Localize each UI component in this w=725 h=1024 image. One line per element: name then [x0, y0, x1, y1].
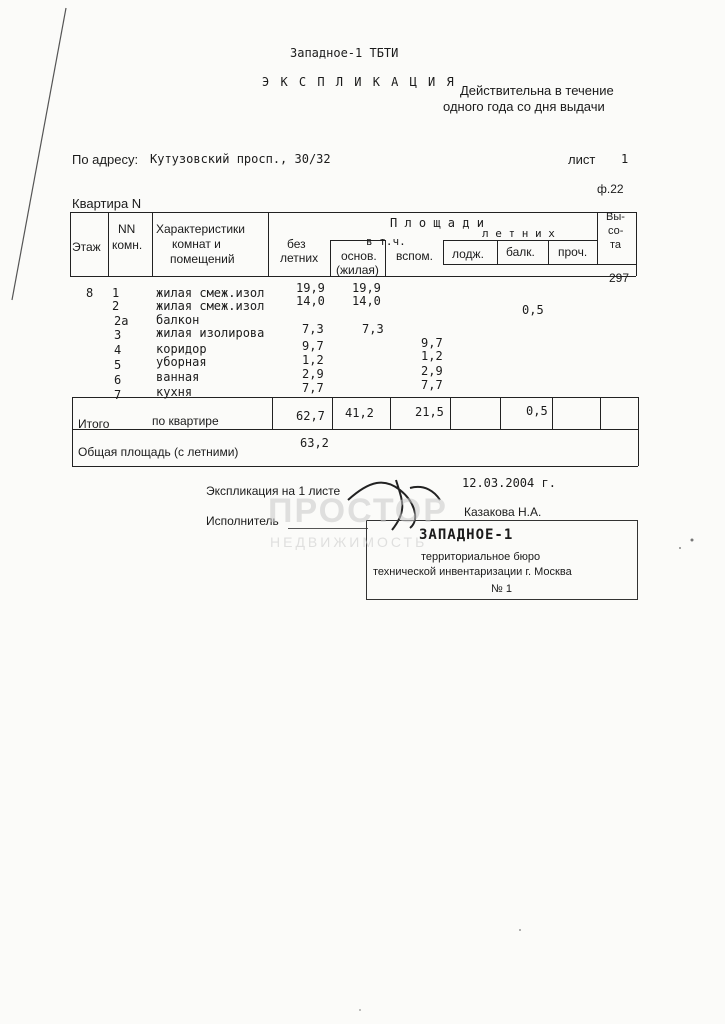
- area-balcony: 0,5: [522, 303, 544, 317]
- header-main: основ.: [341, 249, 377, 263]
- header-areas: П л о щ а д и: [390, 216, 484, 230]
- area-aux: 2,9: [421, 364, 443, 378]
- totals-main: 41,2: [345, 406, 374, 420]
- room-number: 2: [112, 299, 120, 313]
- header-balcony: балк.: [506, 245, 535, 259]
- watermark-brand: ПРОСТОР: [268, 492, 448, 530]
- area-total: 1,2: [302, 353, 324, 367]
- area-main: 14,0: [352, 294, 381, 308]
- room-number: 3: [114, 328, 122, 342]
- overall-label: Общая площадь (с летними): [78, 445, 239, 459]
- area-total: 7,3: [302, 322, 324, 336]
- header-without-2: летних: [280, 251, 319, 265]
- header-other: проч.: [558, 245, 588, 259]
- totals-total: 62,7: [296, 409, 325, 423]
- stamp-line-3: технической инвентаризации г. Москва: [373, 566, 572, 578]
- issue-date: 12.03.2004 г.: [462, 476, 556, 490]
- form-number: ф.22: [597, 182, 624, 196]
- header-nn: NN: [118, 222, 136, 236]
- executor-name: Казакова Н.А.: [464, 505, 542, 519]
- org-name: Западное-1 ТБТИ: [290, 46, 399, 60]
- area-aux: 1,2: [421, 349, 443, 363]
- room-number: 6: [114, 373, 122, 387]
- header-without-1: без: [287, 237, 306, 251]
- header-height-1: Вы-: [606, 211, 625, 223]
- address-value: Кутузовский просп., 30/32: [150, 152, 331, 166]
- totals-label-apartment: по квартире: [152, 414, 219, 428]
- stamp-number: № 1: [491, 583, 512, 595]
- room-number: 7: [114, 388, 122, 402]
- room-description: балкон: [156, 313, 200, 327]
- room-description: жилая смеж.изол: [156, 299, 265, 313]
- area-total: 2,9: [302, 367, 324, 381]
- header-main-living: (жилая): [336, 263, 379, 277]
- stamp-line-2: территориальное бюро: [421, 551, 541, 563]
- executor-label: Исполнитель: [206, 514, 279, 528]
- totals-balcony: 0,5: [526, 404, 548, 418]
- header-char-2: комнат и: [172, 237, 221, 251]
- room-number: 1: [112, 286, 120, 300]
- header-floor: Этаж: [72, 240, 101, 254]
- room-number: 2а: [114, 314, 129, 328]
- header-height-2: со-: [608, 225, 624, 237]
- stamp-title: ЗАПАДНОЕ-1: [419, 527, 514, 543]
- area-main: 7,3: [362, 322, 384, 336]
- validity-line-1: Действительна в течение: [460, 83, 614, 98]
- room-description: жилая смеж.изол: [156, 286, 265, 300]
- area-aux: 9,7: [421, 336, 443, 350]
- header-nn-rooms: комн.: [112, 238, 143, 252]
- area-main: 19,9: [352, 281, 381, 295]
- area-total: 7,7: [302, 381, 324, 395]
- apartment-label: Квартира N: [72, 196, 142, 211]
- area-aux: 7,7: [421, 378, 443, 392]
- room-description: жилая изолирова: [156, 326, 265, 340]
- sheet-number: 1: [621, 152, 629, 166]
- sheet-label: лист: [568, 152, 596, 167]
- totals-aux: 21,5: [415, 405, 444, 419]
- room-description: уборная: [156, 355, 207, 369]
- header-incl: в т.ч.: [366, 235, 406, 248]
- validity-line-2: одного года со дня выдачи: [443, 99, 605, 114]
- room-description: кухня: [156, 385, 193, 399]
- height-value: 297: [609, 271, 630, 285]
- area-total: 19,9: [296, 281, 325, 295]
- header-height-3: та: [610, 239, 622, 251]
- address-label: По адресу:: [72, 152, 139, 167]
- document-title: Э К С П Л И К А Ц И Я: [262, 75, 456, 89]
- watermark-subtitle: НЕДВИЖИМОСТЬ: [270, 534, 428, 550]
- floor-value: 8: [86, 286, 94, 300]
- header-loggia: лодж.: [452, 247, 484, 261]
- room-description: ванная: [156, 370, 200, 384]
- header-char-3: помещений: [170, 252, 235, 266]
- header-summer: л е т н и х: [482, 227, 555, 240]
- room-description: коридор: [156, 342, 207, 356]
- explication-line: Экспликация на 1 листе: [206, 484, 341, 498]
- overall-value: 63,2: [300, 436, 329, 450]
- room-number: 4: [114, 343, 122, 357]
- header-aux: вспом.: [396, 249, 433, 263]
- area-total: 9,7: [302, 339, 324, 353]
- totals-label: Итого: [78, 417, 110, 431]
- header-char-1: Характеристики: [156, 222, 245, 236]
- room-number: 5: [114, 358, 122, 372]
- area-total: 14,0: [296, 294, 325, 308]
